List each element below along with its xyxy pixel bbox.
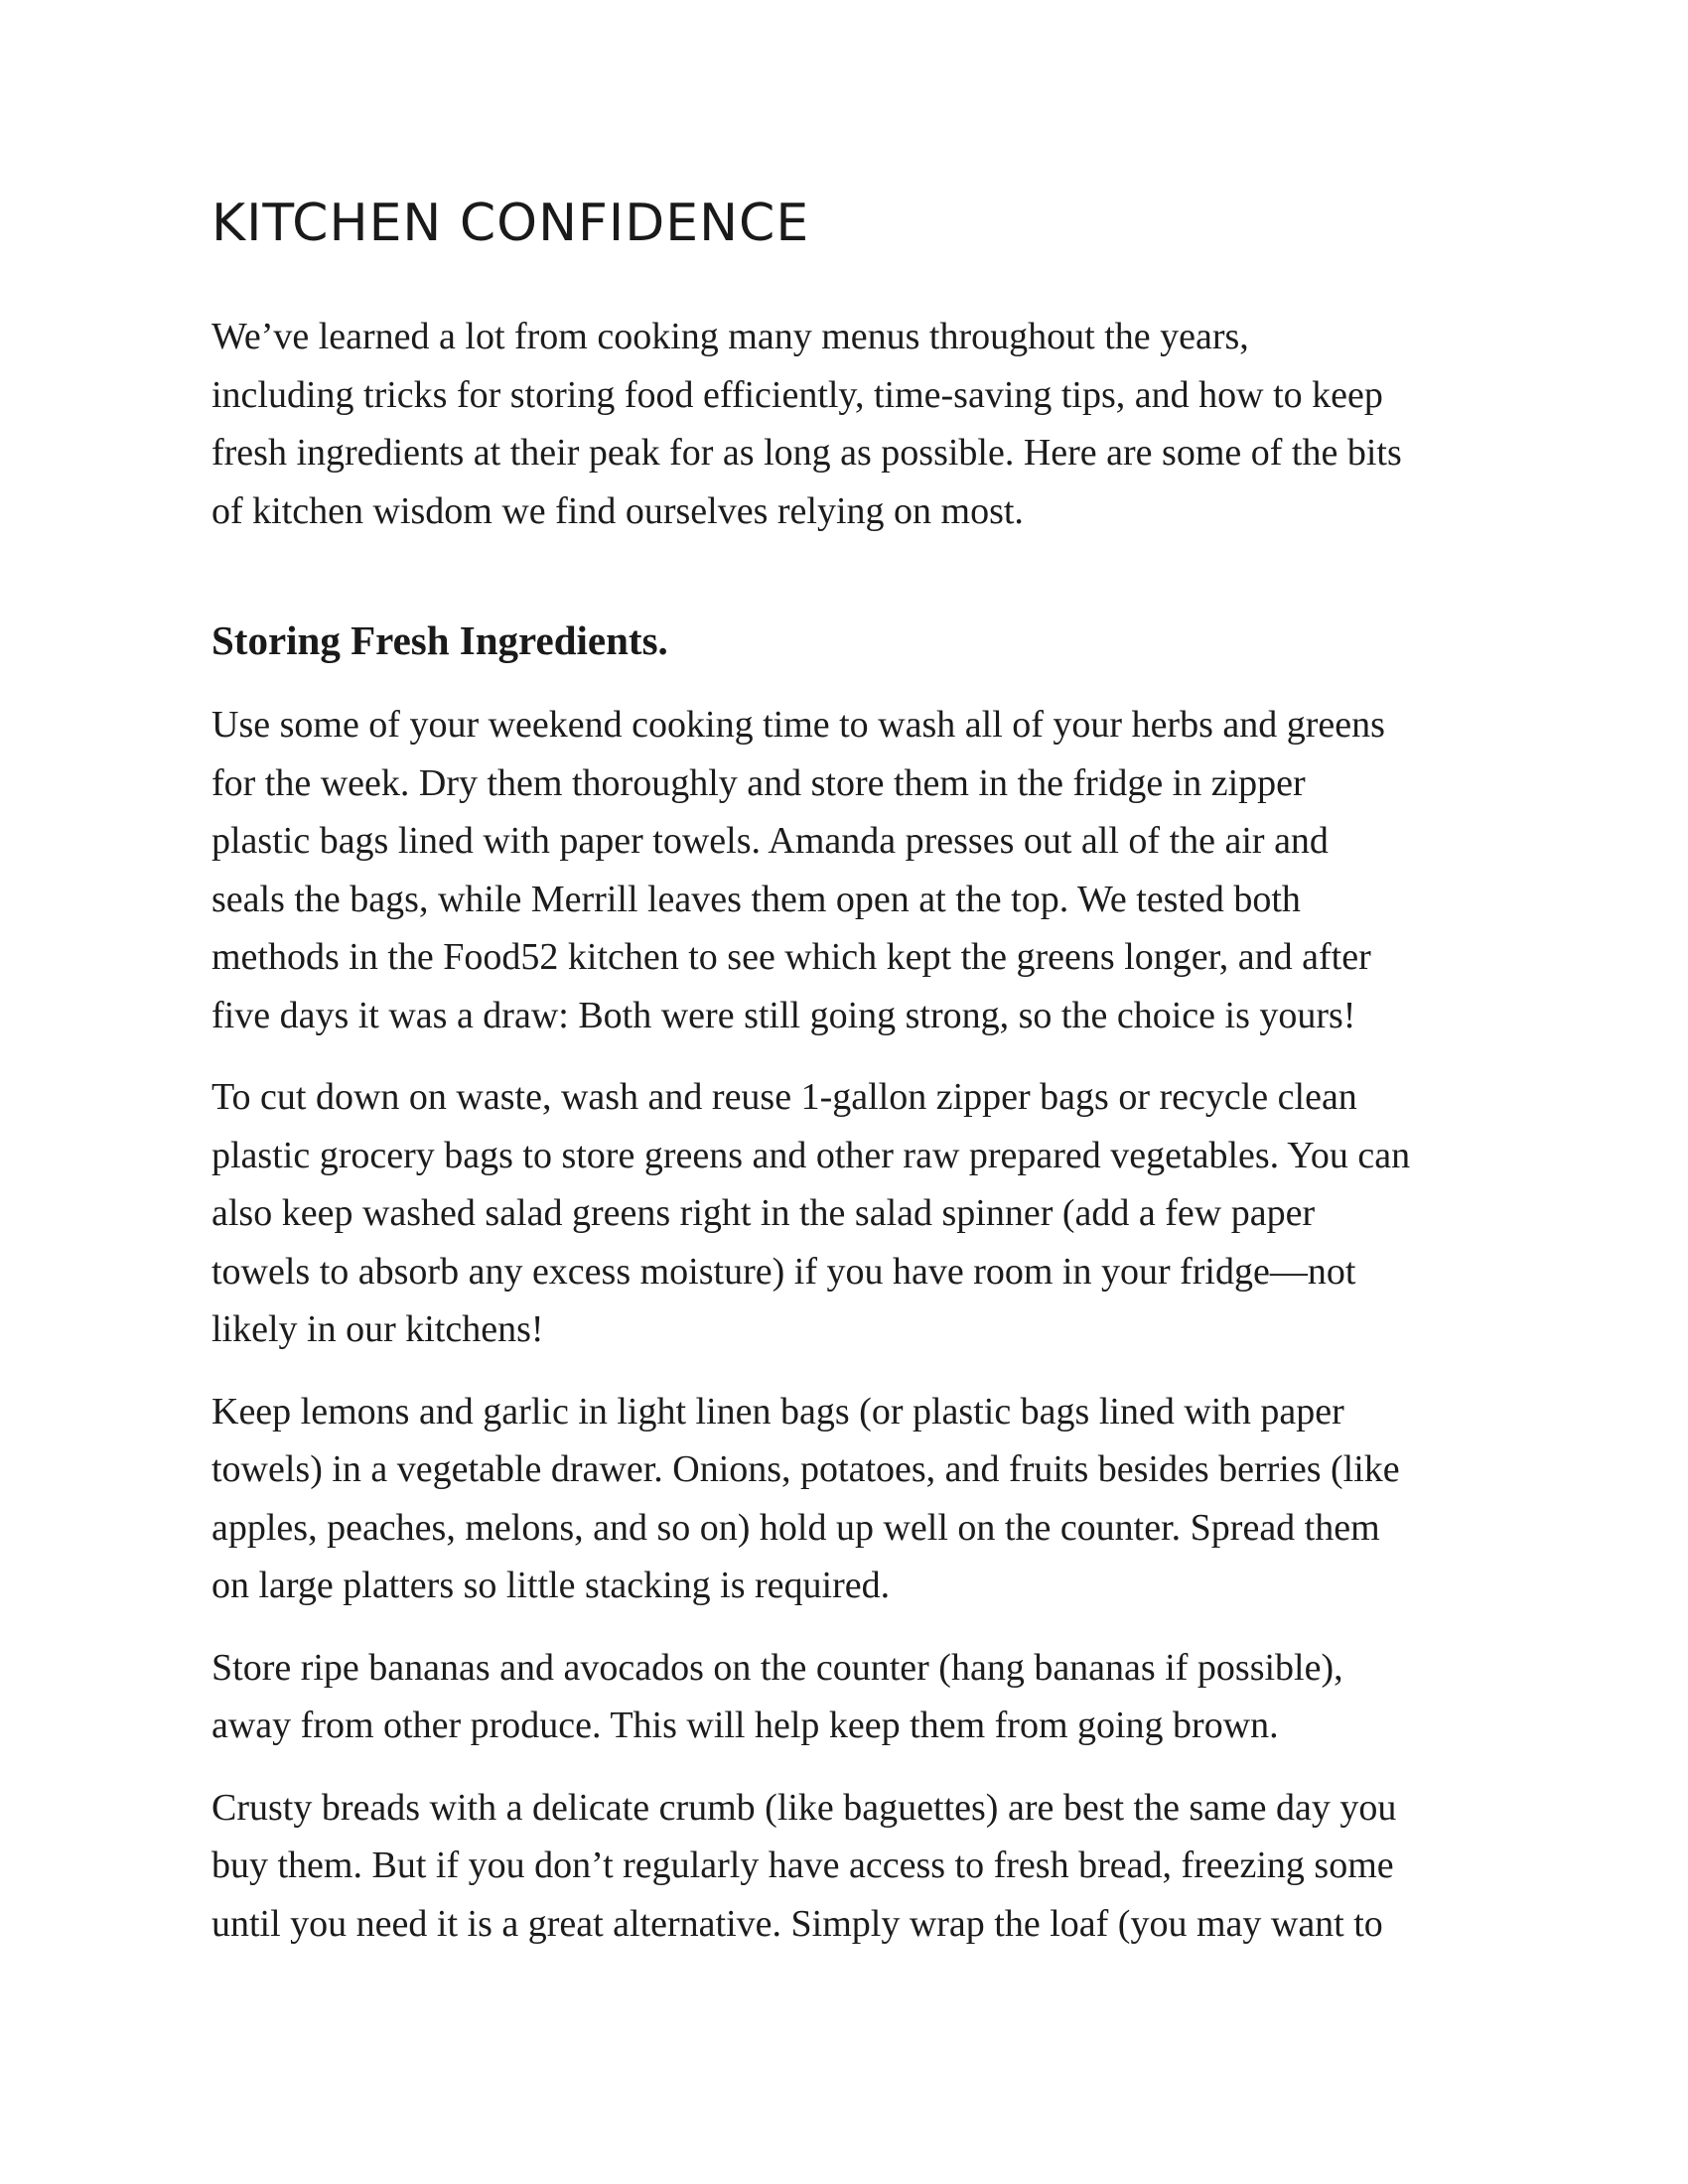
paragraph-line: Crusty breads with a delicate crumb (like baguettes) are best the same day you xyxy=(211,1786,1397,1829)
paragraph-line: away from other produce. This will help keep them from going brown. xyxy=(211,1705,1279,1746)
paragraph-line: Use some of your weekend cooking time to wash all of your herbs and greens xyxy=(211,704,1385,746)
paragraph-line: likely in our kitchens! xyxy=(211,1308,544,1350)
paragraph-line: methods in the Food52 kitchen to see which kept the greens longer, and after xyxy=(211,936,1371,978)
section-heading: Storing Fresh Ingredients. xyxy=(211,617,668,663)
paragraph-line: towels to absorb any excess moisture) if you have room in your fridge—not xyxy=(211,1250,1356,1293)
paragraph-line: Store ripe bananas and avocados on the counter (hang bananas if possible), xyxy=(211,1646,1343,1689)
body-paragraph xyxy=(211,1383,1502,1615)
paragraph-line: plastic bags lined with paper towels. Amanda presses out all of the air and xyxy=(211,820,1329,862)
paragraph-line: buy them. But if you don’t regularly have access to fresh bread, freezing some xyxy=(211,1844,1394,1886)
intro-line: of kitchen wisdom we find ourselves relying on most. xyxy=(211,489,1024,532)
paragraph-line: on large platters so little stacking is required. xyxy=(211,1565,891,1606)
paragraph-line: until you need it is a great alternative. Simply wrap the loaf (you may want to xyxy=(211,1902,1383,1945)
paragraph-line: towels) in a vegetable drawer. Onions, potatoes, and fruits besides berries (like xyxy=(211,1448,1400,1490)
intro-line: including tricks for storing food efficiently, time-saving tips, and how to keep xyxy=(211,373,1383,416)
paragraph-line: seals the bags, while Merrill leaves them open at the top. We tested both xyxy=(211,878,1301,920)
paragraph-line: Keep lemons and garlic in light linen bags (or plastic bags lined with paper xyxy=(211,1390,1344,1433)
paragraph-line: apples, peaches, melons, and so on) hold up well on the counter. Spread them xyxy=(211,1506,1380,1549)
body-paragraph xyxy=(211,1779,1502,1954)
paragraph-line: plastic grocery bags to store greens and other raw prepared vegetables. You can xyxy=(211,1134,1411,1176)
page-title: KITCHEN CONFIDENCE xyxy=(211,194,810,253)
body-paragraph xyxy=(211,696,1502,1044)
paragraph-line: five days it was a draw: Both were still going strong, so the choice is yours! xyxy=(211,994,1356,1036)
intro-line: fresh ingredients at their peak for as long as possible. Here are some of the bits xyxy=(211,432,1402,474)
body-paragraph xyxy=(211,1639,1502,1755)
paragraph-line: To cut down on waste, wash and reuse 1-gallon zipper bags or recycle clean xyxy=(211,1076,1357,1118)
paragraph-line: also keep washed salad greens right in the salad spinner (add a few paper xyxy=(211,1192,1316,1234)
document-page xyxy=(211,194,1502,1977)
paragraph-line: for the week. Dry them thoroughly and store them in the fridge in zipper xyxy=(211,761,1306,804)
intro-paragraph xyxy=(211,308,1502,540)
body-paragraph xyxy=(211,1068,1502,1359)
intro-line: We’ve learned a lot from cooking many menus throughout the years, xyxy=(211,316,1249,357)
